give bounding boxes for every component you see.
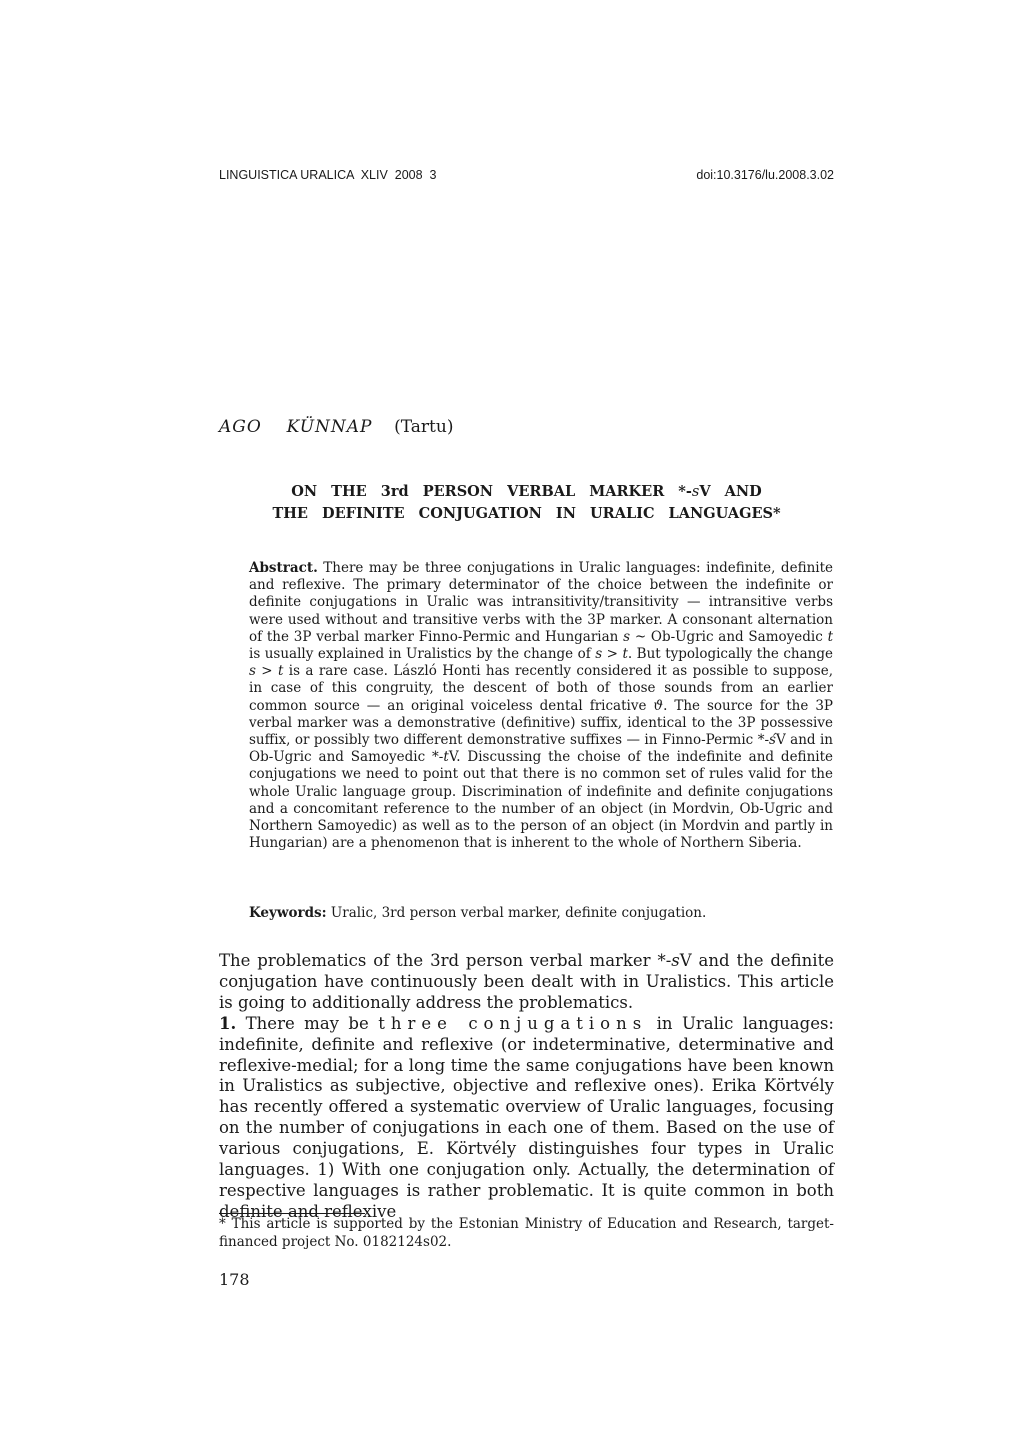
abstract-label: Abstract. bbox=[249, 560, 318, 576]
abstract: Abstract. There may be three conjugations in Uralic languages: indefinite, definite and reflexive. The primary determinator of the choice between the indefinite or definite conjugations in Uralic was intransitivity/transitivity — intransitive verbs were used without and transitive verbs with the 3P marker. A consonant alternation of the 3P verbal marker Finno-Permic and Hungarian s ~ Ob-Ugric and Samoyedic t is usually explained in Uralistics by the change of s > t. But typologically the change s > t is a rare case. László Honti has recently considered it as possible to suppose, in case of this congruity, the descent of both of those sounds from an earlier common source — an original voiceless dental fricative ϑ. The source for the 3P verbal marker was a demonstrative (definitive) suffix, identical to the 3P possessive suffix, or possibly two different demonstrative suffixes — in Finno-Permic *-śV and in Ob-Ugric and Samoyedic *-tV. Discussing the choise of the indefinite and definite conjugations we need to point out that there is no common set of rules valid for the whole Uralic language group. Discrimination of indefinite and definite conjugations and a concomitant reference to the number of an object (in Mordvin, Ob-Ugric and Northern Samoyedic) as well as to the person of an object (in Mordvin and partly in Hungarian) are a phenomenon that is inherent to the whole of Northern Siberia. bbox=[249, 560, 833, 852]
title-line-1: ON THE 3rd PERSON VERBAL MARKER *-sV AND bbox=[291, 483, 762, 500]
journal-info: LINGUISTICA URALICA XLIV 2008 3 bbox=[219, 168, 437, 182]
footnote: * This article is supported by the Estonian Ministry of Education and Research, target-financed project No. 0182124s02. bbox=[219, 1216, 834, 1250]
body-paragraph-2: 1. There may be three conjugations in Uralic languages: indefinite, definite and reflexive (or indeterminative, determinative and reflexive-medial; for a long time the same conjugations have been known in Uralistics as subjective, objective and reflexive ones). Erika Körtvély has recently offered a systematic overview of Uralic languages, focusing on the number of conjugations in each one of them. Based on the use of various conjugations, E. Körtvély distinguishes four types in Uralic languages. 1) With one conjugation only. Actually, the determination of respective languages is rather problematic. It is quite common in both definite and reflexive bbox=[219, 1013, 834, 1221]
emphasis-spaced: three conjugations bbox=[378, 1013, 648, 1033]
author-name: AGO KÜNNAP bbox=[219, 417, 373, 437]
keywords bbox=[249, 905, 833, 921]
title-line-2: THE DEFINITE CONJUGATION IN URALIC LANGUAGES* bbox=[272, 505, 781, 522]
body-paragraph-1: The problematics of the 3rd person verbal marker *-sV and the definite conjugation have continuously been dealt with in Uralistics. This article is going to additionally address the problematics. bbox=[219, 951, 834, 1012]
author-line bbox=[219, 417, 453, 437]
body-text bbox=[219, 951, 834, 1223]
section-number: 1. bbox=[219, 1013, 237, 1033]
page-number: 178 bbox=[219, 1270, 250, 1289]
footnote-rule bbox=[219, 1213, 365, 1214]
author-affiliation: (Tartu) bbox=[394, 417, 454, 437]
keywords-label: Keywords: bbox=[249, 905, 327, 921]
keywords-text: Uralic, 3rd person verbal marker, definite conjugation. bbox=[326, 905, 707, 921]
article-title bbox=[219, 481, 834, 524]
doi: doi:10.3176/lu.2008.3.02 bbox=[696, 168, 834, 182]
running-head bbox=[219, 168, 834, 182]
